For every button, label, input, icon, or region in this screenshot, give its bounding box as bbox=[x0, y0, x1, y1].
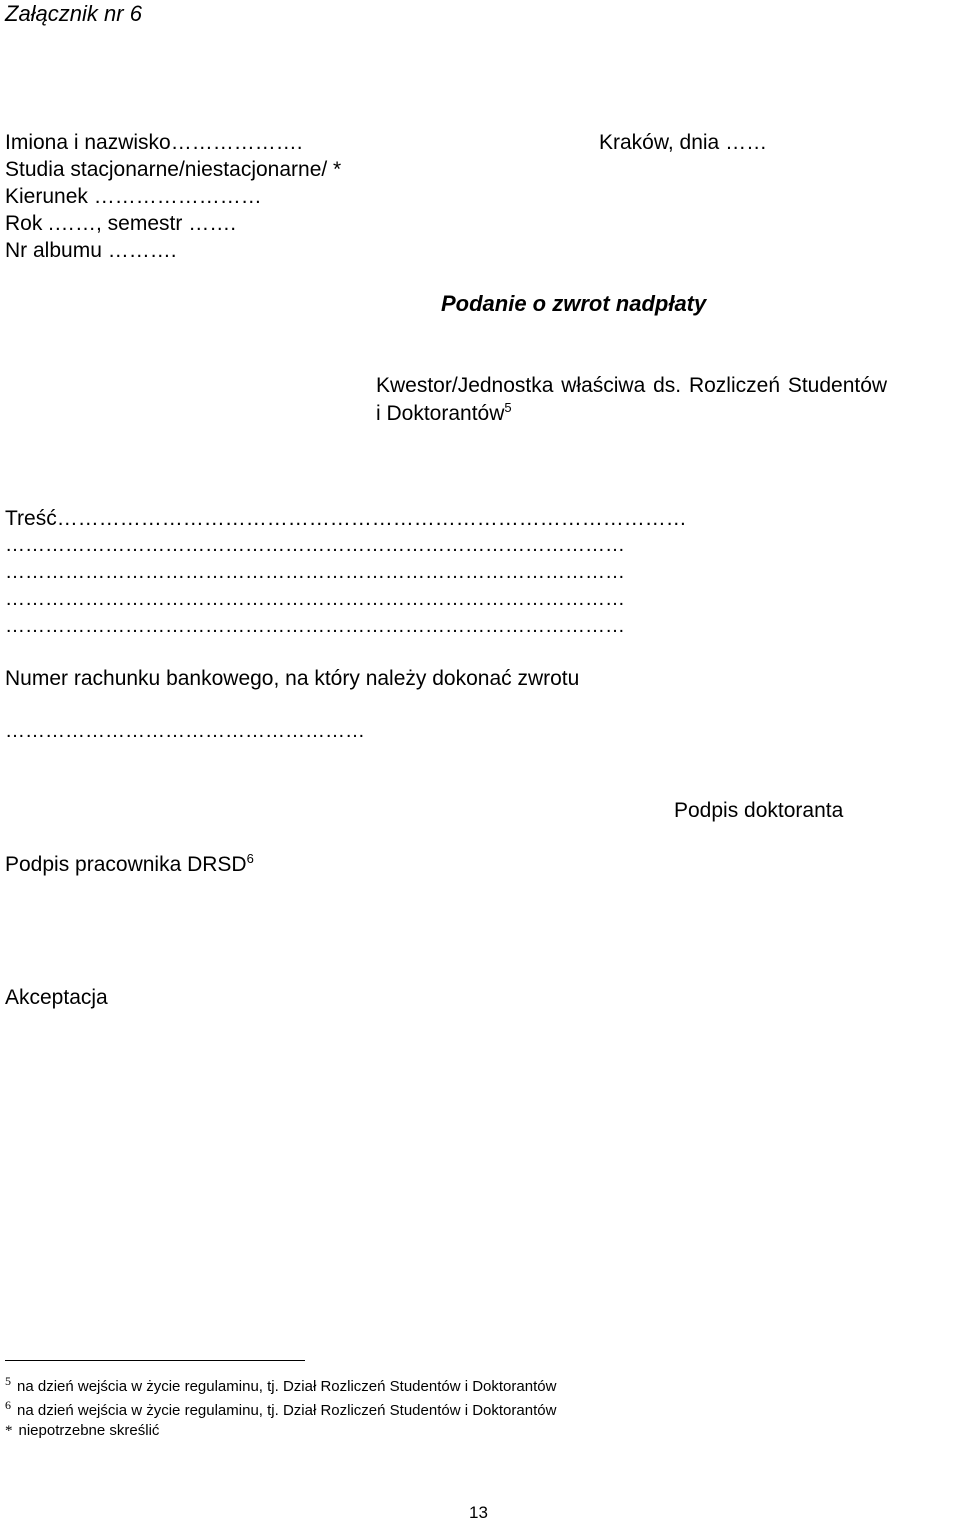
footnote-mark-asterisk: * bbox=[5, 1423, 13, 1439]
content-label: Treść bbox=[5, 507, 57, 530]
footnote-text-5: na dzień wejścia w życie regulaminu, tj. Dział Rozliczeń Studentów i Doktorantów bbox=[17, 1378, 557, 1395]
footnote-mark-6: 6 bbox=[5, 1398, 11, 1412]
staff-signature-text: Podpis pracownika DRSD bbox=[5, 853, 247, 876]
name-field: Imiona i nazwisko………………. bbox=[5, 131, 303, 154]
addressee-text: i Doktorantów bbox=[376, 402, 505, 425]
footnote-text-asterisk: niepotrzebne skreślić bbox=[18, 1422, 160, 1439]
field-of-study-field: Kierunek …………………… bbox=[5, 185, 262, 208]
bank-account-label: Numer rachunku bankowego, na który należy dokonać zwrotu bbox=[5, 667, 580, 690]
attachment-label: Załącznik nr 6 bbox=[5, 1, 142, 26]
footnote-separator bbox=[5, 1360, 305, 1361]
footnote-ref-5: 5 bbox=[504, 400, 512, 415]
album-number-field: Nr albumu ………. bbox=[5, 239, 177, 262]
page-title: Podanie o zwrot nadpłaty bbox=[441, 291, 707, 316]
footnote-5 bbox=[5, 1374, 557, 1397]
staff-signature-label bbox=[5, 852, 254, 878]
footnote-asterisk bbox=[5, 1421, 159, 1441]
content-dots-1: ……………………………………………………………………………… bbox=[56, 507, 687, 530]
content-dots-2: ………………………………………………………………………………… bbox=[5, 534, 625, 556]
acceptance-label: Akceptacja bbox=[5, 986, 108, 1009]
footnote-6 bbox=[5, 1398, 557, 1421]
place-date: Kraków, dnia …… bbox=[599, 131, 768, 154]
studies-field: Studia stacjonarne/niestacjonarne/ * bbox=[5, 158, 342, 181]
addressee-line-2 bbox=[376, 401, 512, 427]
year-semester-field: Rok .……, semestr ……. bbox=[5, 212, 237, 235]
content-dots-5: ………………………………………………………………………………… bbox=[5, 615, 625, 637]
content-line-1 bbox=[5, 506, 687, 532]
footnote-text-6: na dzień wejścia w życie regulaminu, tj. Dział Rozliczeń Studentów i Doktorantów bbox=[17, 1402, 557, 1419]
content-dots-3: ………………………………………………………………………………… bbox=[5, 561, 625, 583]
bank-account-dots: ……………………………………………… bbox=[5, 720, 365, 742]
content-dots-4: ………………………………………………………………………………… bbox=[5, 588, 625, 610]
footnote-mark-5: 5 bbox=[5, 1374, 11, 1388]
addressee-line-1: Kwestor/Jednostka właściwa ds. Rozliczeń Studentów bbox=[376, 374, 888, 397]
footnote-ref-6: 6 bbox=[246, 851, 254, 866]
doctoral-signature-label: Podpis doktoranta bbox=[674, 799, 844, 822]
page-number: 13 bbox=[469, 1503, 488, 1522]
